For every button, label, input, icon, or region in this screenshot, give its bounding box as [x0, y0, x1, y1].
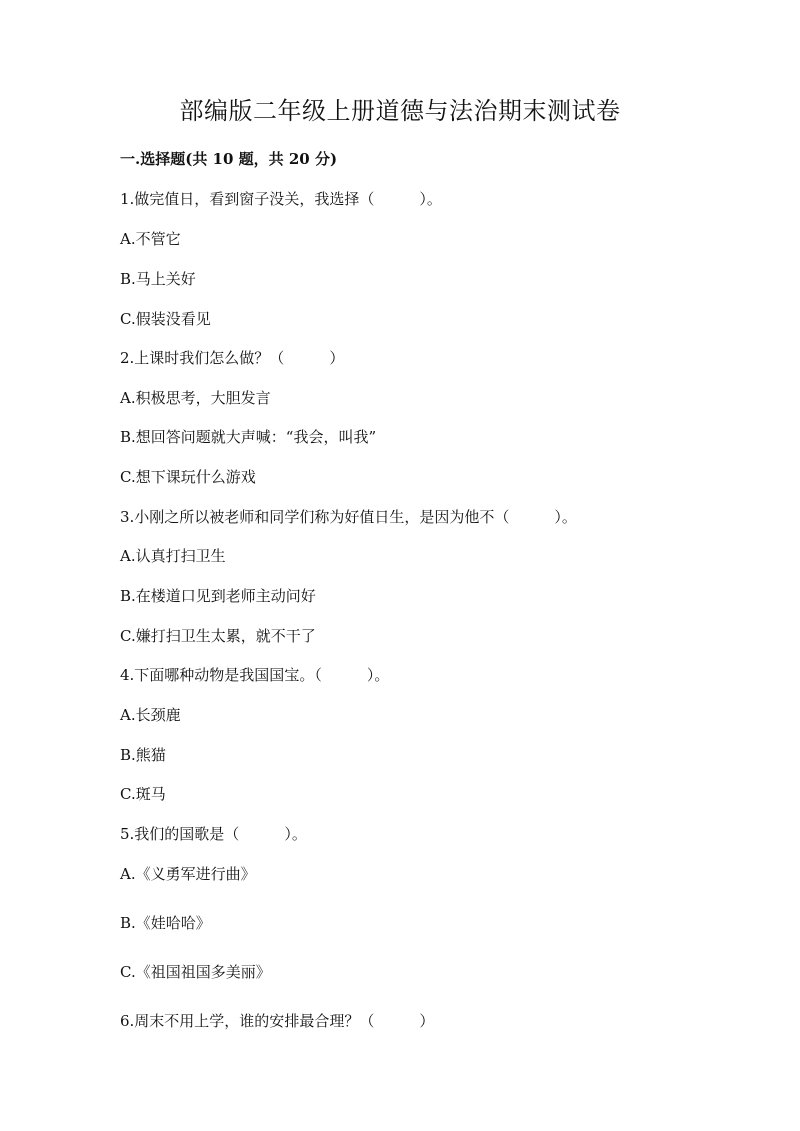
- question-4-stem: 4.下面哪种动物是我国国宝。（ ）。: [120, 666, 390, 684]
- question-1-option-c: C.假装没看见: [120, 310, 211, 328]
- question-4-option-a: A.长颈鹿: [120, 706, 181, 724]
- question-5-option-b: B.《娃哈哈》: [120, 914, 211, 932]
- question-1-option-b: B.马上关好: [120, 270, 196, 288]
- question-2-option-b: B.想回答问题就大声喊：“我会，叫我”: [120, 428, 377, 446]
- question-4-option-c: C.斑马: [120, 785, 166, 803]
- question-1-stem: 1.做完值日，看到窗子没关，我选择（ ）。: [120, 190, 442, 208]
- section-heading: 一.选择题(共 10 题，共 20 分): [120, 150, 338, 168]
- question-5-option-c: C.《祖国祖国多美丽》: [120, 963, 271, 981]
- question-2-stem: 2.上课时我们怎么做？（ ）: [120, 349, 345, 367]
- question-6-stem: 6.周末不用上学，谁的安排最合理？（ ）: [120, 1012, 435, 1030]
- question-2-option-c: C.想下课玩什么游戏: [120, 468, 256, 486]
- page-title: 部编版二年级上册道德与法治期末测试卷: [179, 97, 621, 125]
- question-2-option-a: A.积极思考，大胆发言: [120, 389, 271, 407]
- question-3-option-b: B.在楼道口见到老师主动问好: [120, 587, 316, 605]
- question-1-option-a: A.不管它: [120, 230, 181, 248]
- question-5-option-a: A.《义勇军进行曲》: [120, 865, 256, 883]
- question-3-option-c: C.嫌打扫卫生太累，就不干了: [120, 627, 316, 645]
- question-5-stem: 5.我们的国歌是（ ）。: [120, 825, 307, 843]
- question-3-stem: 3.小刚之所以被老师和同学们称为好值日生，是因为他不（ ）。: [120, 508, 577, 526]
- question-4-option-b: B.熊猫: [120, 746, 166, 764]
- question-3-option-a: A.认真打扫卫生: [120, 547, 226, 565]
